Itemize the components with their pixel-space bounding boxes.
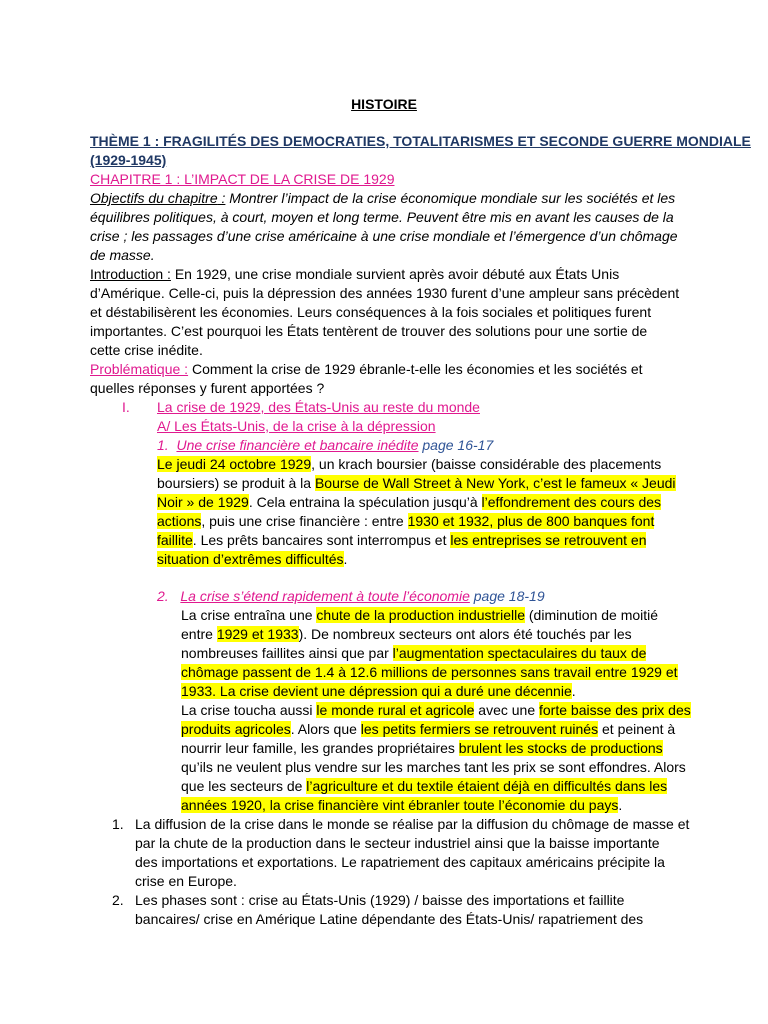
section2-line-6 xyxy=(181,701,691,720)
highlight: faillite xyxy=(157,532,193,548)
section1-number: 1. xyxy=(157,437,169,453)
section1-line-6 xyxy=(157,550,347,569)
text-run: . Les prêts bancaires sont interrompus et xyxy=(192,532,451,548)
section2-line-1 xyxy=(181,606,658,625)
introduction-line-2: d’Amérique. Celle-ci, puis la dépression des années 1930 furent d’une ampleur sans précèdent xyxy=(90,285,680,301)
list-item-1-line-2: par la chute de la production dans le secteur industriel ainsi que la baisse importante xyxy=(135,835,660,851)
text-run: et peinent à xyxy=(598,721,676,737)
highlight: chômage passent de 1.4 à 12.6 millions de personnes sans travail entre 1929 et xyxy=(181,664,678,680)
section1-line-4 xyxy=(157,512,654,531)
section2-line-3 xyxy=(181,644,646,663)
list-item-2-line-1: Les phases sont : crise au États-Unis (1929) / baisse des importations et faillite xyxy=(135,892,625,908)
text-run: . xyxy=(618,797,623,813)
problematique-label: Problématique : xyxy=(90,361,189,377)
section1-heading xyxy=(157,436,493,455)
section2-title: La crise s’étend rapidement à toute l’économie xyxy=(180,588,470,604)
objectives-text: Montrer l’impact de la crise économique mondiale sur les sociétés et les xyxy=(225,190,676,206)
text-run: entre xyxy=(181,626,217,642)
text-run: nombreuses faillites ainsi que par xyxy=(181,645,393,661)
section2-line-5 xyxy=(181,682,576,701)
section2-pages: page 18-19 xyxy=(469,588,545,604)
objectives-line-4: de masse. xyxy=(90,247,155,263)
text-run: avec une xyxy=(474,702,539,718)
problematique-text: Comment la crise de 1929 ébranle-t-elle les économies et les sociétés et xyxy=(188,361,643,377)
theme-heading-line-2: (1929-1945) xyxy=(90,152,167,168)
highlight: forte baisse des prix des xyxy=(539,702,691,718)
problematique-line-2: quelles réponses y furent apportées ? xyxy=(90,380,325,396)
section2-line-10 xyxy=(181,777,667,796)
section2-line-2 xyxy=(181,625,632,644)
text-run: . Alors que xyxy=(290,721,361,737)
highlight: l’agriculture et du textile étaient déjà en difficultés dans les xyxy=(306,778,668,794)
text-run: qu’ils ne veulent plus vendre sur les marches tant les prix se sont effondres. Alors xyxy=(181,759,686,775)
section2-line-8 xyxy=(181,739,663,758)
introduction-line-1 xyxy=(90,265,619,284)
section2-heading xyxy=(157,587,545,606)
highlight: Noir » de 1929 xyxy=(157,494,249,510)
list-item-1-line-3: des importations et exportations. Le rapatriement des capitaux américains précipite la xyxy=(135,854,665,870)
section1-line-2 xyxy=(157,474,676,493)
highlight: situation d’extrêmes difficultés xyxy=(157,551,344,567)
text-run: . xyxy=(343,551,348,567)
introduction-label: Introduction : xyxy=(90,266,171,282)
text-run: (diminution de moitié xyxy=(525,607,659,623)
section1-line-3 xyxy=(157,493,661,512)
highlight: 1930 et 1932, plus de 800 banques font xyxy=(407,513,655,529)
text-run: La crise entraîna une xyxy=(181,607,317,623)
objectives-colon: : xyxy=(217,190,226,206)
part-subtitle: A/ Les États-Unis, de la crise à la dépression xyxy=(157,418,436,434)
section2-line-4 xyxy=(181,663,678,682)
section2-line-11 xyxy=(181,796,622,815)
highlight: l’effondrement des cours des xyxy=(481,494,662,510)
text-run: . xyxy=(571,683,576,699)
highlight: brulent les stocks de productions xyxy=(458,740,663,756)
highlight: actions xyxy=(157,513,202,529)
part-numeral: I. xyxy=(122,399,130,415)
list-item-2-number: 2. xyxy=(112,892,124,908)
objectives-label: Objectifs du chapitre xyxy=(90,190,218,206)
text-run: que les secteurs de xyxy=(181,778,307,794)
highlight: 1929 et 1933 xyxy=(216,626,299,642)
list-item-1-line-1: La diffusion de la crise dans le monde se réalise par la diffusion du chômage de masse et xyxy=(135,816,690,832)
highlight: produits agricoles xyxy=(181,721,291,737)
highlight: Le jeudi 24 octobre 1929 xyxy=(157,456,312,472)
text-run: ). De nombreux secteurs ont alors été touchés par les xyxy=(298,626,632,642)
introduction-line-5: cette crise inédite. xyxy=(90,342,203,358)
text-run: . Cela entraina la spéculation jusqu’à xyxy=(248,494,482,510)
highlight: les entreprises se retrouvent en xyxy=(450,532,647,548)
introduction-line-3: et déstabilisèrent les économies. Leurs conséquences à la fois sociales et politiques furent xyxy=(90,304,652,320)
chapter-heading: CHAPITRE 1 : L’IMPACT DE LA CRISE DE 1929 xyxy=(90,171,395,187)
section1-pages: page 16-17 xyxy=(418,437,494,453)
objectives-line-2: équilibres politiques, à court, moyen et long terme. Peuvent être mis en avant les causes de la xyxy=(90,209,674,225)
highlight: l’augmentation spectaculaires du taux de xyxy=(392,645,647,661)
highlight: années 1920, la crise financière vint ébranler toute l’économie du pays xyxy=(181,797,619,813)
problematique-line-1 xyxy=(90,360,643,379)
theme-heading-line-1: THÈME 1 : FRAGILITÉS DES DEMOCRATIES, TOTALITARISMES ET SECONDE GUERRE MONDIALE xyxy=(90,133,751,149)
objectives-line-1 xyxy=(90,189,675,208)
highlight: Bourse de Wall Street à New York, c’est le fameux « Jeudi xyxy=(314,475,676,491)
introduction-text: En 1929, une crise mondiale survient après avoir débuté aux États Unis xyxy=(170,266,620,282)
text-run: boursiers) se produit à la xyxy=(157,475,315,491)
part-title: La crise de 1929, des États-Unis au reste du monde xyxy=(157,399,480,415)
text-run: nourrir leur famille, les grandes propriétaires xyxy=(181,740,459,756)
section2-line-9 xyxy=(181,758,686,777)
list-item-1-number: 1. xyxy=(112,816,124,832)
highlight: chute de la production industrielle xyxy=(316,607,525,623)
section1-line-5 xyxy=(157,531,646,550)
text-run: , puis une crise financière : entre xyxy=(201,513,408,529)
section2-line-7 xyxy=(181,720,675,739)
highlight: le monde rural et agricole xyxy=(316,702,475,718)
section1-title: Une crise financière et bancaire inédite xyxy=(176,437,419,453)
section1-line-1 xyxy=(157,455,661,474)
text-run: La crise toucha aussi xyxy=(181,702,317,718)
introduction-line-4: importantes. C’est pourquoi les États tentèrent de trouver des solutions pour une sortie de xyxy=(90,323,648,339)
text-run: , un krach boursier (baisse considérable des placements xyxy=(311,456,662,472)
objectives-line-3: crise ; les passages d’une crise américaine à une crise mondiale et l’émergence d’un chômage xyxy=(90,228,678,244)
highlight: les petits fermiers se retrouvent ruinés xyxy=(360,721,599,737)
list-item-2-line-2: bancaires/ crise en Amérique Latine dépendante des États-Unis/ rapatriement des xyxy=(135,911,644,927)
highlight: 1933. La crise devient une dépression qui a duré une décennie xyxy=(181,683,572,699)
list-item-1-line-4: crise en Europe. xyxy=(135,873,237,889)
document-title: HISTOIRE xyxy=(351,96,417,112)
section2-number: 2. xyxy=(157,588,169,604)
